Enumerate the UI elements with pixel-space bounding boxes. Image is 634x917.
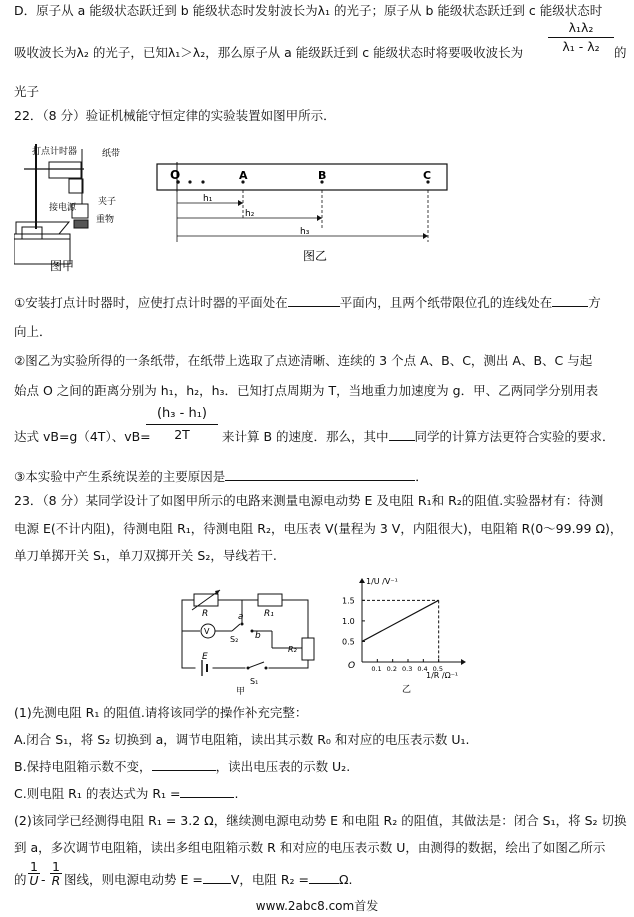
circuit-label-S2: S₂ (230, 635, 239, 644)
frac2-num: 1 (52, 859, 60, 874)
x-axis-arrow (461, 659, 466, 665)
q22-title: 22．（8 分）验证机械能守恒定律的实验装置如图甲所示． (14, 108, 336, 123)
label-clip: 夹子 (98, 197, 117, 207)
apparatus-figure (14, 134, 144, 274)
x-tick-label: 0.4 (417, 665, 428, 673)
label-power: 接电源 (49, 203, 77, 213)
x-tick-label: 0.2 (386, 665, 398, 673)
circuit-label-R: R (202, 609, 209, 619)
q23-s1c: C.则电阻 R₁ 的表达式为 R₁ = . (14, 786, 239, 801)
q22-p3: ③本实验中产生系统误差的主要原因是 ． (14, 469, 428, 484)
caption-jia: 图甲 (50, 259, 75, 273)
frac-1-over-U (28, 860, 40, 887)
frac1-num: 1 (30, 859, 38, 874)
graph-origin: O (348, 661, 356, 671)
paper-tape-figure (155, 160, 450, 270)
footer: www.2abc8.com首发 (255, 899, 379, 913)
data-line (362, 600, 439, 641)
x-tick-label: 0.3 (402, 665, 413, 673)
point-C: C (423, 169, 432, 182)
q23-s1a: A.闭合 S₁，将 S₂ 切换到 a，调节电阻箱，读出其示数 R₀ 和对应的电压表示数 U₁. (14, 732, 470, 747)
point-B: B (318, 169, 327, 182)
label-timer: 打点计时器 (32, 147, 78, 157)
label-tape: 纸带 (102, 149, 121, 159)
graph-xlabel: 1/R /Ω⁻¹ (426, 671, 459, 680)
q21-fraction (548, 20, 614, 55)
minus-sign: - (41, 872, 46, 887)
circuit-label-V: V (204, 627, 210, 636)
q22-p1-line1: ①安装打点计时器时，应使打点计时器的平面处在 平面内，且两个纸带限位孔的连线处在 方 (14, 295, 601, 310)
circuit-label-R2: R₂ (288, 645, 297, 654)
dist-h3: h₃ (300, 227, 310, 237)
circuit-diagram (176, 586, 316, 698)
q22-frac-den: 2T (174, 427, 190, 442)
dist-h2: h₂ (245, 209, 255, 219)
q23-line1: 23．（8 分）某同学设计了如图甲所示的电路来测量电源电动势 E 及电阻 R₁和 R₂的阻值.实验器材有：待测 (14, 493, 604, 508)
q23-s2-line2: 到 a，多次调节电阻箱，读出多组电阻箱示数 R 和对应的电压表示数 U，由测得的数据，绘出了如图乙所示 (14, 840, 606, 855)
point-O: O (170, 168, 181, 182)
q21-frac-den: λ₁ - λ₂ (562, 39, 600, 54)
graph-ylabel: 1/U /V⁻¹ (366, 577, 398, 586)
q22-p2-line2: 始点 O 之间的距离分别为 h₁，h₂，h₃．已知打点周期为 T，当地重力加速度为 g．甲、乙两同学分别用表 (14, 383, 599, 398)
caption-yi: 图乙 (303, 249, 328, 263)
dist-h1: h₁ (203, 194, 213, 204)
y-tick-label: 1.0 (342, 616, 355, 626)
frac1-den: U (29, 873, 39, 888)
q22-fraction (146, 406, 218, 443)
frac2-den: R (51, 873, 61, 888)
x-tick-label: 0.5 (432, 665, 444, 673)
q21-option-d-line1: D．原子从 a 能级状态跃迁到 b 能级状态时发射波长为λ₁ 的光子；原子从 b 能级状态跃迁到 c 能级状态时 (14, 3, 603, 18)
q22-p2-line3a: 达式 vB=g（4T）、vB= (14, 429, 151, 444)
y-tick-label: 1.5 (342, 596, 355, 606)
point-A: A (239, 169, 248, 182)
q22-p1-line2: 向上． (14, 324, 52, 339)
q23-s1b: B.保持电阻箱示数不变， ，读出电压表的示数 U₂. (14, 759, 351, 774)
q23-s1: (1)先测电阻 R₁ 的阻值.请将该同学的操作补充完整： (14, 705, 308, 720)
circuit-label-E: E (202, 652, 208, 662)
linear-graph (340, 574, 470, 700)
q23-line3: 单刀单掷开关 S₁，单刀双掷开关 S₂，导线若干. (14, 548, 277, 563)
frac-1-over-R (50, 860, 62, 887)
q23-s2-line1: (2)该同学已经测得电阻 R₁ = 3.2 Ω，继续测电源电动势 E 和电阻 R₂ 的阻值，其做法是：闭合 S₁，将 S₂ 切换 (14, 813, 627, 828)
q23-s2-line3a: 的 (14, 872, 27, 887)
q21-frac-num: λ₁λ₂ (568, 20, 594, 35)
circuit-label-R1: R₁ (264, 609, 274, 619)
circuit-label-S1: S₁ (250, 677, 259, 686)
q22-p2-line1: ②图乙为实验所得的一条纸带，在纸带上选取了点迹清晰、连续的 3 个点 A、B、C，测出 A、B、C 与起 (14, 353, 593, 368)
y-axis-arrow (359, 578, 365, 583)
circuit-caption: 甲 (236, 687, 246, 697)
q23-s2-line3b: 图线，则电源电动势 E = V，电阻 R₂ = Ω. (64, 872, 353, 887)
graph-caption: 乙 (402, 685, 412, 695)
circuit-label-a: a (238, 612, 244, 622)
y-tick-label: 0.5 (342, 637, 355, 647)
q23-line2: 电源 E(不计内阻)，待测电阻 R₁，待测电阻 R₂，电压表 V(量程为 3 V，内阻很大)，电阻箱 R(0～99.99 Ω)， (14, 521, 623, 536)
q21-option-d-line2-end: 的 (614, 45, 627, 60)
q22-frac-num: (h₃ - h₁) (156, 406, 207, 421)
q22-p2-line3b: 来计算 B 的速度．那么，其中 同学的计算方法更符合实验的要求． (222, 429, 615, 444)
q21-option-d-line2: 吸收波长为λ₂ 的光子，已知λ₁＞λ₂，那么原子从 a 能级跃迁到 c 能级状态时将要吸收波长为 (14, 45, 524, 60)
x-tick-label: 0.1 (371, 665, 382, 673)
circuit-label-b: b (255, 631, 261, 641)
q21-option-d-line3: 光子 (14, 84, 40, 99)
label-weight: 重物 (96, 215, 115, 225)
